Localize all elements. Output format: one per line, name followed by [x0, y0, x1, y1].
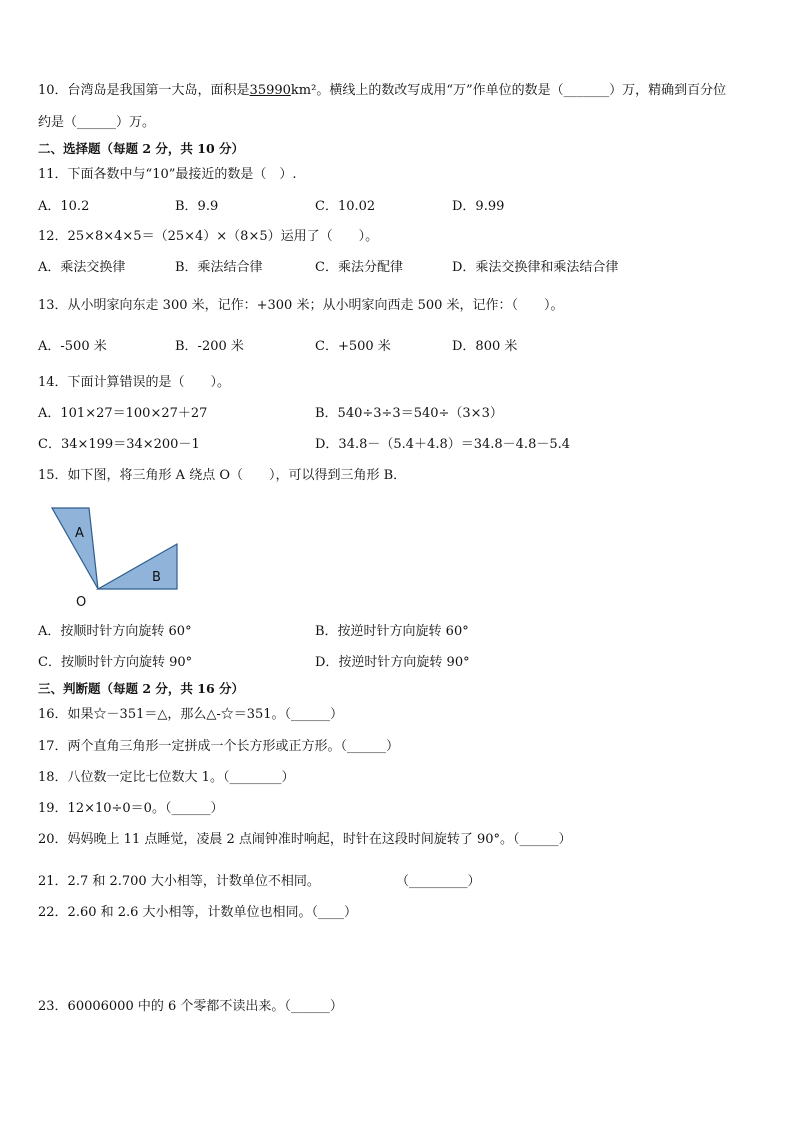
question-21-text: 21．2.7 和 2.700 大小相等，计数单位不相同。 [38, 874, 320, 889]
question-23: 23．60006000 中的 6 个零都不读出来。（______） [38, 999, 343, 1014]
q14-option-c[interactable]: C．34×199＝34×200－1 [38, 437, 200, 452]
label-a: A [75, 526, 84, 541]
question-22: 22．2.60 和 2.6 大小相等，计数单位也相同。（____） [38, 905, 358, 920]
q12-option-d[interactable]: D．乘法交换律和乘法结合律 [452, 260, 619, 275]
q14-option-d[interactable]: D．34.8－（5.4＋4.8）＝34.8－4.8－5.4 [315, 437, 571, 452]
q13-option-a[interactable]: A．-500 米 [38, 339, 107, 354]
q13-option-b[interactable]: B．-200 米 [175, 339, 244, 354]
q11-option-d[interactable]: D．9.99 [452, 199, 505, 214]
triangle-b [98, 544, 177, 589]
question-15: 15．如下图，将三角形 A 绕点 O（ ），可以得到三角形 B． [38, 468, 407, 483]
label-o: O [76, 595, 87, 610]
q14-option-a[interactable]: A．101×27＝100×27＋27 [38, 406, 208, 421]
q12-option-a[interactable]: A．乘法交换律 [38, 260, 126, 275]
q12-option-b[interactable]: B．乘法结合律 [175, 260, 263, 275]
q12-option-c[interactable]: C．乘法分配律 [315, 260, 403, 275]
q11-option-a[interactable]: A．10.2 [38, 199, 90, 214]
q11-option-b[interactable]: B．9.9 [175, 199, 219, 214]
section-heading-choice: 二、选择题（每题 2 分，共 10 分） [38, 141, 245, 156]
question-10-line2: 约是（______）万。 [38, 115, 156, 130]
q15-option-a[interactable]: A．按顺时针方向旋转 60° [38, 624, 192, 639]
area-unit: km² [290, 83, 317, 98]
section-heading-judgement: 三、判断题（每题 2 分，共 16 分） [38, 681, 245, 696]
q13-option-d[interactable]: D．800 米 [452, 339, 518, 354]
q14-option-b[interactable]: B．540÷3÷3＝540÷（3×3） [315, 406, 503, 421]
question-13: 13．从小明家向东走 300 米，记作：+300 米；从小明家向西走 500 米，记作：（ ）。 [38, 298, 564, 313]
question-18: 18．八位数一定比七位数大 1。（________） [38, 770, 295, 785]
question-21 [38, 873, 320, 891]
q13-option-c[interactable]: C．+500 米 [315, 339, 391, 354]
question-20: 20．妈妈晚上 11 点睡觉，凌晨 2 点闹钟准时响起，时针在这段时间旋转了 90°。（______） [38, 832, 572, 847]
q11-option-c[interactable]: C．10.02 [315, 199, 376, 214]
question-11: 11．下面各数中与“10”最接近的数是（ ）. [38, 167, 297, 182]
question-14: 14．下面计算错误的是（ ）。 [38, 375, 231, 390]
question-17: 17．两个直角三角形一定拼成一个长方形或正方形。（______） [38, 739, 400, 754]
q15-option-b[interactable]: B．按逆时针方向旋转 60° [315, 624, 469, 639]
q15-option-c[interactable]: C．按顺时针方向旋转 90° [38, 655, 193, 670]
question-10 [38, 82, 726, 100]
question-10-text-2: 。横线上的数改写成用“万”作单位的数是（_______）万，精确到百分位 [316, 83, 727, 98]
label-b: B [152, 570, 161, 585]
question-19: 19．12×10÷0＝0。（______） [38, 801, 224, 816]
question-12: 12．25×8×4×5＝（25×4）×（8×5）运用了（ ）。 [38, 229, 379, 244]
q15-option-d[interactable]: D．按逆时针方向旋转 90° [315, 655, 470, 670]
question-16: 16．如果☆－351＝△，那么△-☆＝351。（______） [38, 707, 344, 722]
underlined-area: 35990 [249, 83, 291, 98]
question-21-blank: （_________） [396, 874, 481, 889]
triangle-a [52, 508, 98, 589]
rotation-figure [45, 500, 195, 612]
question-10-text: 10．台湾岛是我国第一大岛，面积是 [38, 83, 250, 98]
